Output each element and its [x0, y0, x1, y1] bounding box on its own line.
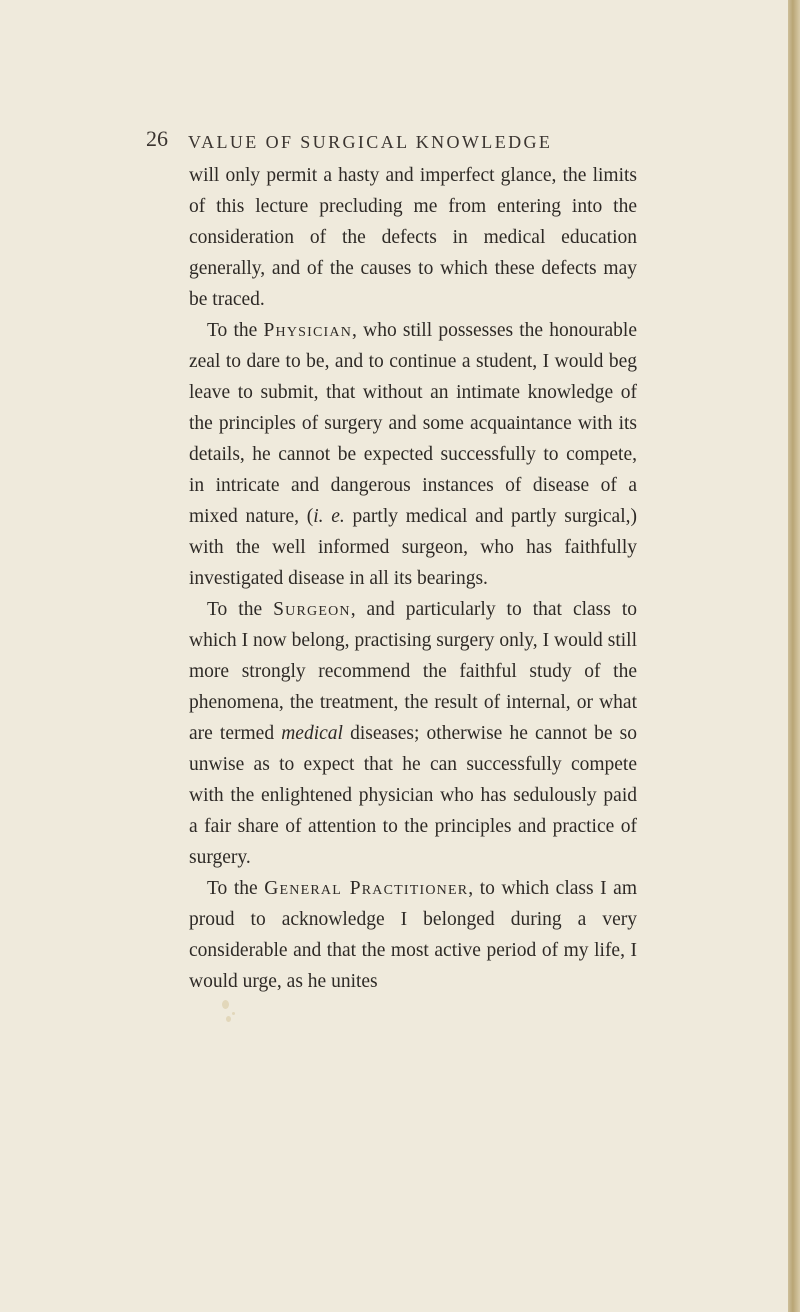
ie-abbreviation: i. e.: [313, 506, 345, 527]
surgeon-rest: , and particularly to that class to which I now belong, practising surgery only, I would still more strongly recommend the faithful study of the phenomena, the treatment, the result of internal, or what are termed: [189, 599, 638, 744]
page-edge: [788, 0, 800, 1312]
physician-tail: partly medical and partly surgical,) with the well informed surgeon, who has faithfully investigated disease in all its bearings.: [189, 506, 637, 589]
paper-speck: [226, 1016, 231, 1022]
physician-lead: To the: [207, 320, 264, 341]
medical-term: medical: [281, 723, 343, 744]
physician-rest: , who still possesses the honourable zeal to dare to be, and to continue a student, I would beg leave to submit, that without an intimate knowledge of the principles of surgery and some acquaintance with its details, he cannot be expected successfully to compete, in intricate and dangerous instances of disease of a mixed nature, (: [189, 320, 637, 527]
surgeon-term: Surgeon: [273, 599, 351, 620]
paragraph-intro: [189, 160, 637, 315]
paper-speck: [222, 1000, 229, 1009]
running-head: VALUE OF SURGICAL KNOWLEDGE: [188, 132, 553, 152]
practitioner-rest: , to which class I am proud to acknowledge I belonged during a very considerable and that the most active period of my life, I would urge, as he unites: [189, 878, 638, 992]
paragraph-surgeon: [189, 594, 637, 873]
page-number: 26: [146, 126, 168, 151]
paragraph-physician: [189, 315, 637, 594]
body-text: [189, 160, 637, 997]
practitioner-lead: To the: [207, 878, 265, 899]
physician-term: Physician: [263, 320, 353, 341]
paragraph-intro-text: will only permit a hasty and imperfect glance, the limits of this lecture precluding me from entering into the consideration of the defects in medical education generally, and of the causes to which these defects may be traced.: [189, 165, 637, 310]
surgeon-tail: diseases; otherwise he cannot be so unwise as to expect that he can successfully compete with the enlightened physician who has sedulously paid a fair share of attention to the principles and practice of surgery.: [189, 723, 637, 868]
surgeon-lead: To the: [207, 599, 274, 620]
paper-speck: [232, 1012, 235, 1015]
paragraph-practitioner: [189, 873, 637, 997]
practitioner-term: General Practitioner: [264, 878, 469, 899]
